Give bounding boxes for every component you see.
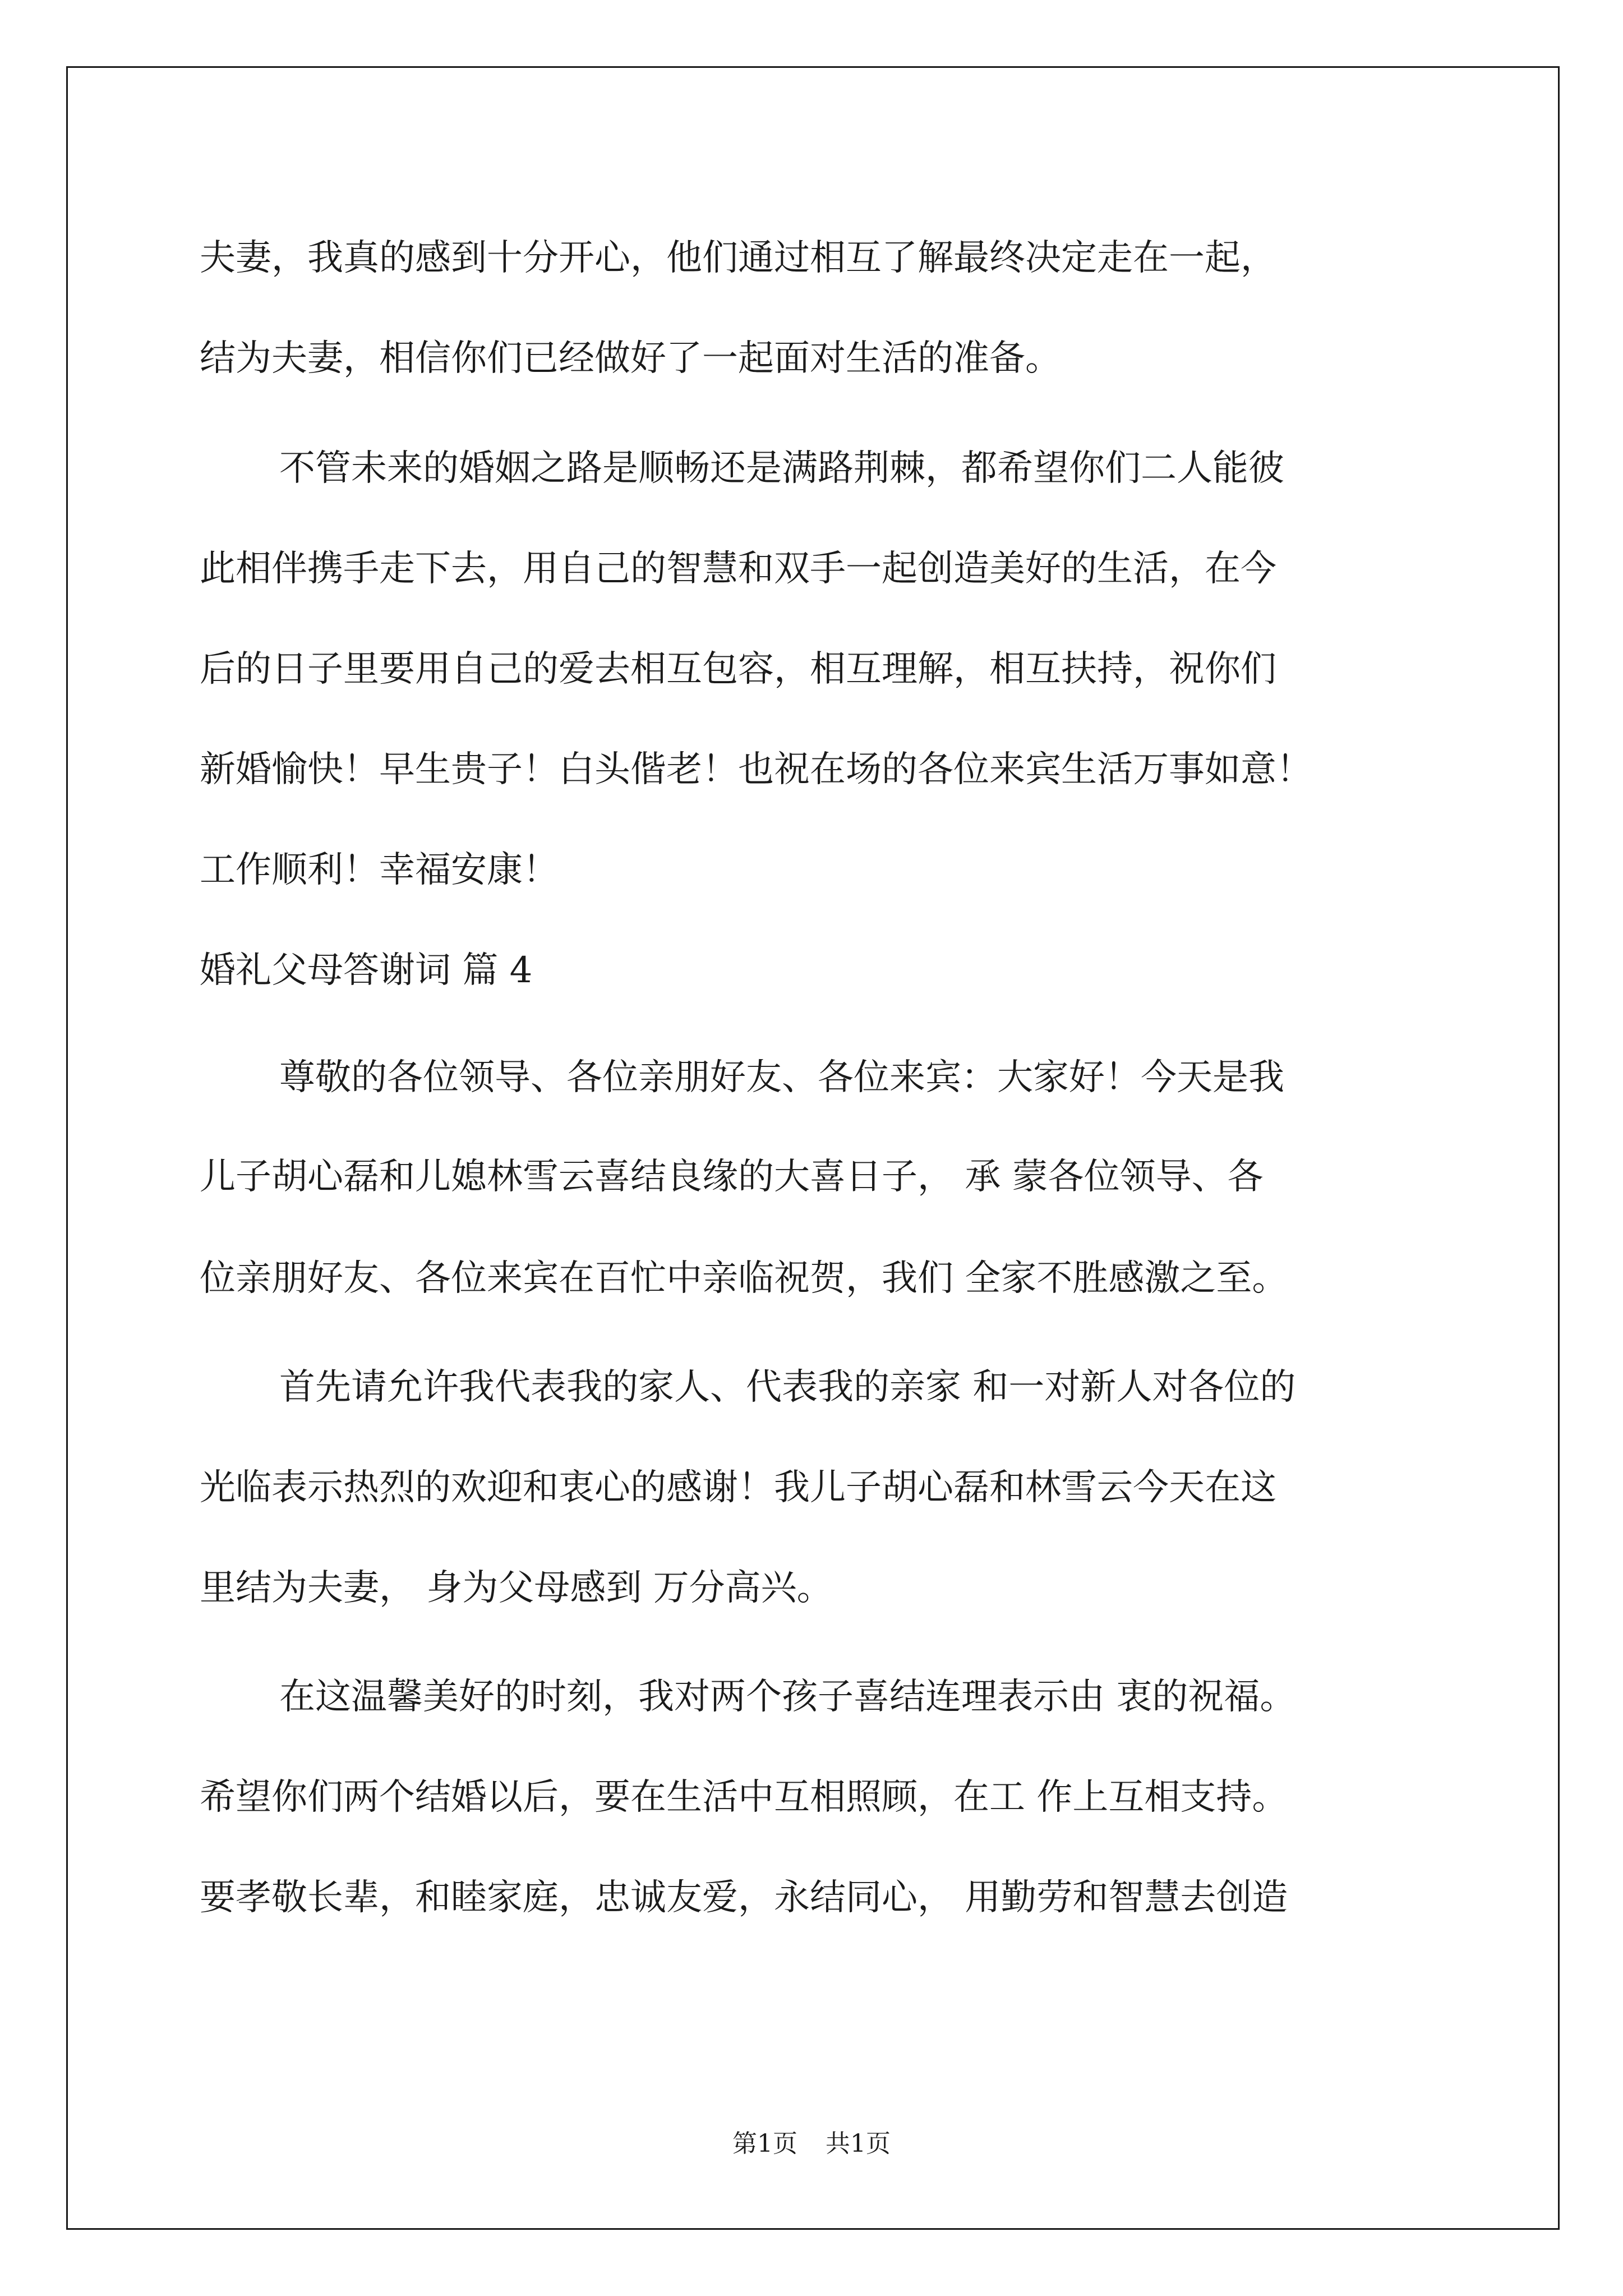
- page-footer: [0, 2127, 1623, 2161]
- paragraph-line: 希望你们两个结婚以后，要在生活中互相照顾，在工 作上互相支持。: [200, 1777, 1288, 1818]
- paragraph-line: 后的日子里要用自己的爱去相互包容，相互理解，相互扶持，祝你们: [200, 648, 1276, 690]
- section-heading: 婚礼父母答谢词 篇 4: [200, 950, 533, 991]
- paragraph-line: 此相伴携手走下去，用自己的智慧和双手一起创造美好的生活，在今: [200, 548, 1276, 590]
- paragraph-line: 工作顺利！幸福安康！: [200, 849, 559, 891]
- page-total: 共1页: [826, 2129, 891, 2158]
- paragraph-line: 夫妻，我真的感到十分开心，他们通过相互了解最终决定走在一起，: [200, 237, 1276, 279]
- paragraph-line: 在这温馨美好的时刻，我对两个孩子喜结连理表示由 衷的祝福。: [279, 1676, 1296, 1718]
- paragraph-line: 结为夫妻，相信你们已经做好了一起面对生活的准备。: [200, 338, 1061, 379]
- paragraph-line: 里结为夫妻， 身为父母感到 万分高兴。: [200, 1567, 833, 1609]
- paragraph-line: 首先请允许我代表我的家人、代表我的亲家 和一对新人对各位的: [279, 1366, 1296, 1408]
- paragraph-line: 不管未来的婚姻之路是顺畅还是满路荆棘，都希望你们二人能彼: [279, 448, 1284, 489]
- paragraph-line: 位亲朋好友、各位来宾在百忙中亲临祝贺，我们 全家不胜感激之至。: [200, 1258, 1288, 1299]
- paragraph-line: 尊敬的各位领导、各位亲朋好友、各位来宾：大家好！今天是我: [279, 1057, 1284, 1098]
- paragraph-line: 要孝敬长辈，和睦家庭，忠诚友爱，永结同心， 用勤劳和智慧去创造: [200, 1877, 1288, 1918]
- paragraph-line: 光临表示热烈的欢迎和衷心的感谢！我儿子胡心磊和林雪云今天在这: [200, 1467, 1276, 1508]
- paragraph-line: 新婚愉快！早生贵子！白头偕老！也祝在场的各位来宾生活万事如意！: [200, 749, 1312, 790]
- paragraph-line: 儿子胡心磊和儿媳林雪云喜结良缘的大喜日子， 承 蒙各位领导、各: [200, 1156, 1264, 1198]
- page-number: 第1页: [732, 2129, 797, 2158]
